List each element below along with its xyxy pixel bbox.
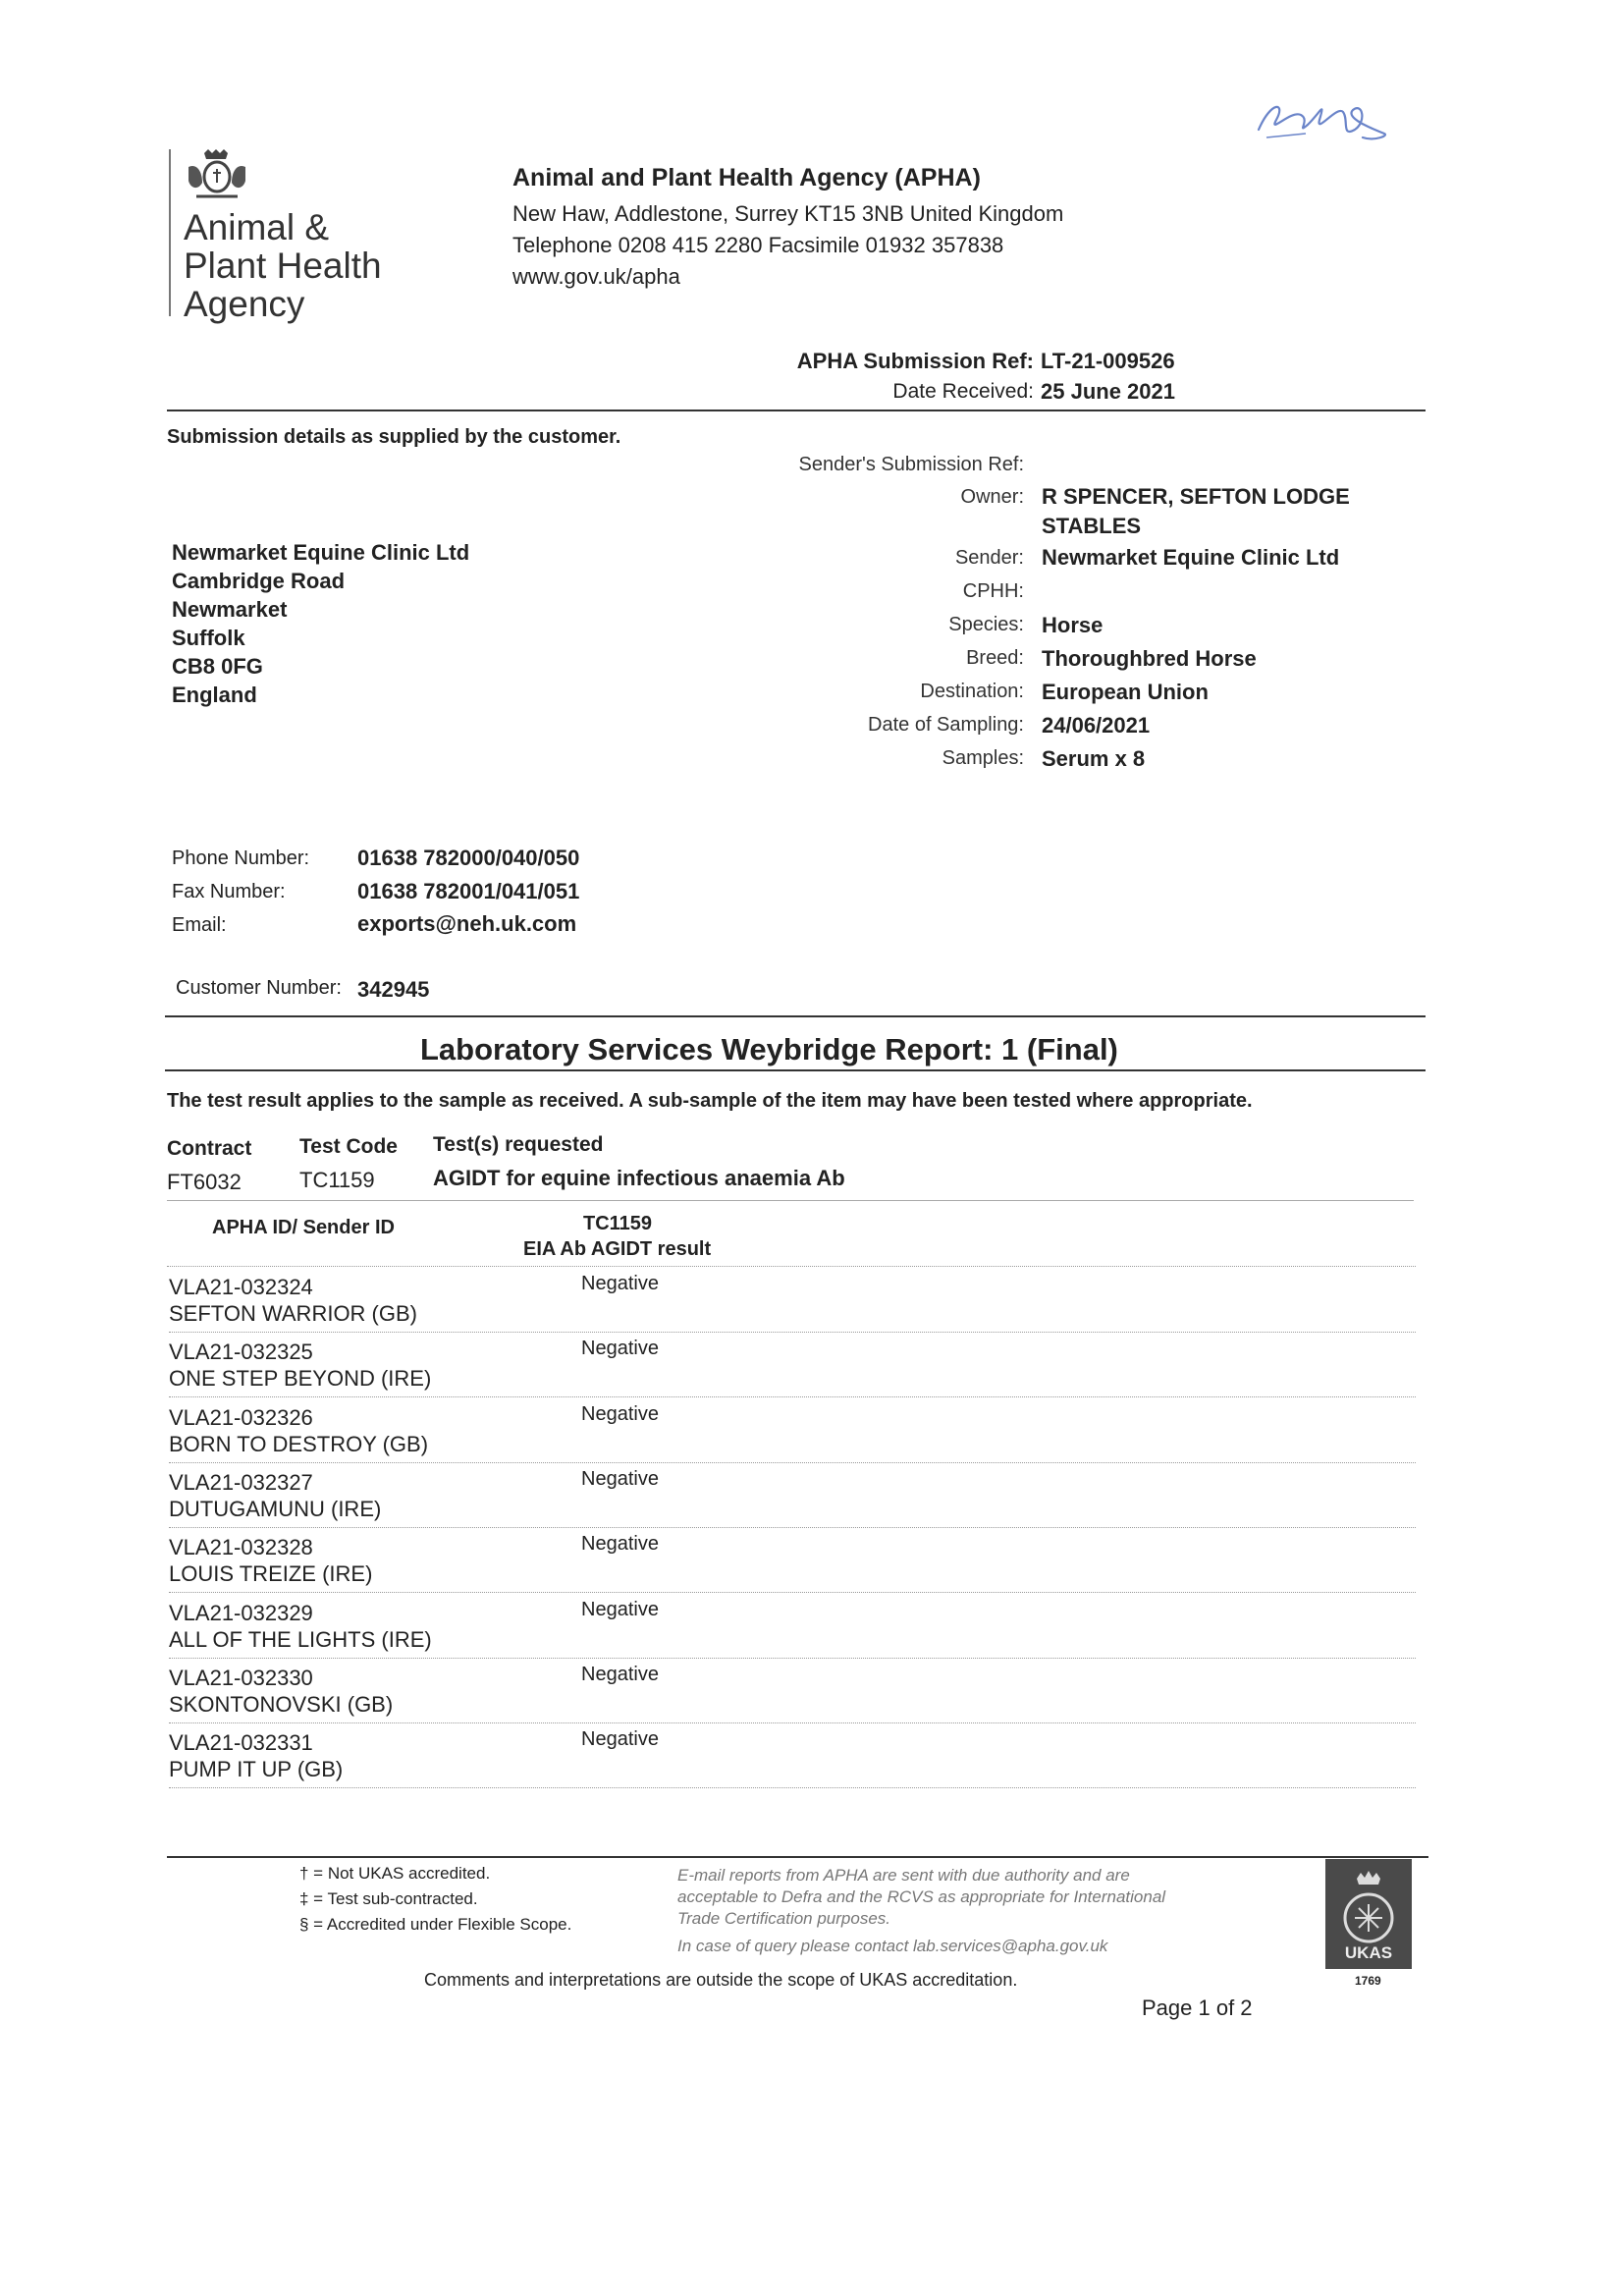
agency-name: Animal and Plant Health Agency (APHA)	[512, 164, 981, 191]
species-value: Horse	[1042, 613, 1104, 637]
legend-flexible-scope: § = Accredited under Flexible Scope.	[299, 1915, 572, 1934]
tests-requested-header: Test(s) requested	[433, 1133, 604, 1156]
table-top-rule	[167, 1200, 1414, 1201]
report-rule-top	[165, 1015, 1426, 1017]
row-sender-id: SEFTON WARRIOR (GB)	[169, 1301, 417, 1326]
ukas-number: 1769	[1355, 1974, 1381, 1988]
sampling-date-label: Date of Sampling:	[868, 714, 1024, 736]
ukas-badge	[1325, 1859, 1412, 1969]
row-apha-id: VLA21-032327	[169, 1470, 313, 1495]
date-received-value: 25 June 2021	[1041, 379, 1175, 404]
row-apha-id: VLA21-032324	[169, 1275, 313, 1299]
email-label: Email:	[172, 914, 227, 936]
row-result: Negative	[581, 1664, 659, 1685]
row-result: Negative	[581, 1273, 659, 1294]
fax-value: 01638 782001/041/051	[357, 879, 580, 903]
owner-value-1: R SPENCER, SEFTON LODGE	[1042, 484, 1350, 509]
agency-address: New Haw, Addlestone, Surrey KT15 3NB United Kingdom	[512, 201, 1064, 226]
ukas-crown-icon	[1325, 1863, 1412, 1949]
owner-label: Owner:	[960, 486, 1024, 508]
row-apha-id: VLA21-032329	[169, 1601, 313, 1625]
sender-value: Newmarket Equine Clinic Ltd	[1042, 545, 1340, 570]
page-number: Page 1 of 2	[1142, 1995, 1253, 2020]
logo-rule	[169, 149, 171, 316]
test-code-value: TC1159	[299, 1168, 375, 1192]
report-rule-bottom	[165, 1069, 1426, 1071]
table-header-rule	[167, 1266, 1416, 1267]
row-result: Negative	[581, 1533, 659, 1555]
legend-not-accredited: † = Not UKAS accredited.	[299, 1864, 491, 1883]
destination-label: Destination:	[920, 681, 1024, 702]
agency-phone: Telephone 0208 415 2280 Facsimile 01932 357838	[512, 233, 1004, 257]
row-sender-id: ONE STEP BEYOND (IRE)	[169, 1366, 432, 1391]
sampling-date-value: 24/06/2021	[1042, 713, 1151, 738]
row-sender-id: BORN TO DESTROY (GB)	[169, 1432, 429, 1456]
table-col-result-header-2: EIA Ab AGIDT result	[523, 1238, 712, 1260]
destination-value: European Union	[1042, 680, 1209, 704]
test-requested-value: AGIDT for equine infectious anaemia Ab	[433, 1166, 845, 1190]
breed-value: Thoroughbred Horse	[1042, 646, 1257, 671]
row-divider	[169, 1658, 1416, 1659]
submission-ref-label: APHA Submission Ref:	[796, 349, 1034, 373]
email-note-3: Trade Certification purposes.	[677, 1909, 891, 1928]
species-label: Species:	[948, 614, 1024, 635]
contract-value: FT6032	[167, 1170, 242, 1194]
address-line-5: CB8 0FG	[172, 654, 263, 679]
row-apha-id: VLA21-032331	[169, 1730, 313, 1755]
row-result: Negative	[581, 1599, 659, 1620]
agency-website[interactable]: www.gov.uk/apha	[512, 264, 680, 289]
row-divider	[169, 1462, 1416, 1463]
sender-label: Sender:	[954, 547, 1024, 569]
test-code-header: Test Code	[299, 1135, 398, 1158]
row-result: Negative	[581, 1338, 659, 1359]
row-divider	[169, 1722, 1416, 1723]
breed-label: Breed:	[966, 647, 1024, 669]
row-divider	[169, 1527, 1416, 1528]
date-received-label: Date Received:	[892, 380, 1034, 403]
legend-sub-contracted: ‡ = Test sub-contracted.	[299, 1889, 478, 1908]
handwritten-initials	[1247, 90, 1404, 151]
row-apha-id: VLA21-032330	[169, 1666, 313, 1690]
row-result: Negative	[581, 1403, 659, 1425]
customer-number-value: 342945	[357, 977, 430, 1002]
row-result: Negative	[581, 1728, 659, 1750]
report-note: The test result applies to the sample as received. A sub-sample of the item may have been tested where appropriate.	[167, 1090, 1253, 1112]
cphh-label: CPHH:	[962, 580, 1024, 602]
row-sender-id: DUTUGAMUNU (IRE)	[169, 1497, 382, 1521]
row-sender-id: SKONTONOVSKI (GB)	[169, 1692, 394, 1717]
ukas-comments: Comments and interpretations are outside the scope of UKAS accreditation.	[424, 1970, 1018, 1990]
phone-value: 01638 782000/040/050	[357, 846, 580, 870]
logo-line-2: Plant Health	[184, 246, 382, 286]
email-value[interactable]: exports@neh.uk.com	[357, 911, 577, 936]
row-divider	[169, 1787, 1416, 1788]
contract-header: Contract	[167, 1137, 252, 1160]
row-sender-id: ALL OF THE LIGHTS (IRE)	[169, 1627, 432, 1652]
ukas-label: UKAS	[1344, 1943, 1393, 1962]
address-line-3: Newmarket	[172, 597, 288, 622]
row-divider	[169, 1592, 1416, 1593]
samples-value: Serum x 8	[1042, 746, 1146, 771]
email-note-1: E-mail reports from APHA are sent with due authority and are	[677, 1866, 1130, 1885]
report-title: Laboratory Services Weybridge Report: 1 (Final)	[420, 1032, 1118, 1066]
supplied-note: Submission details as supplied by the customer.	[167, 426, 621, 448]
royal-crest-icon	[183, 147, 251, 202]
email-note-2: acceptable to Defra and the RCVS as appropriate for International	[677, 1887, 1166, 1906]
fax-label: Fax Number:	[172, 881, 286, 902]
row-divider	[169, 1396, 1416, 1397]
address-line-1: Newmarket Equine Clinic Ltd	[172, 540, 470, 565]
header-rule	[167, 410, 1426, 411]
address-line-2: Cambridge Road	[172, 569, 346, 593]
row-apha-id: VLA21-032325	[169, 1339, 313, 1364]
row-sender-id: PUMP IT UP (GB)	[169, 1757, 344, 1781]
row-sender-id: LOUIS TREIZE (IRE)	[169, 1561, 373, 1586]
address-line-4: Suffolk	[172, 626, 245, 650]
logo-line-3: Agency	[184, 284, 305, 324]
row-apha-id: VLA21-032326	[169, 1405, 313, 1430]
table-col-id-header: APHA ID/ Sender ID	[212, 1217, 395, 1238]
row-apha-id: VLA21-032328	[169, 1535, 313, 1559]
logo-line-1: Animal &	[184, 207, 330, 247]
owner-value-2: STABLES	[1042, 514, 1142, 538]
row-divider	[169, 1332, 1416, 1333]
phone-label: Phone Number:	[172, 847, 310, 869]
address-line-6: England	[172, 683, 257, 707]
submission-ref-value: LT-21-009526	[1041, 349, 1175, 373]
customer-number-label: Customer Number:	[176, 977, 342, 999]
table-col-result-header-1: TC1159	[583, 1213, 653, 1234]
sender-ref-label: Sender's Submission Ref:	[798, 454, 1024, 475]
row-result: Negative	[581, 1468, 659, 1490]
samples-label: Samples:	[942, 747, 1024, 769]
footer-rule	[167, 1856, 1428, 1858]
query-note: In case of query please contact lab.services@apha.gov.uk	[677, 1937, 1108, 1955]
